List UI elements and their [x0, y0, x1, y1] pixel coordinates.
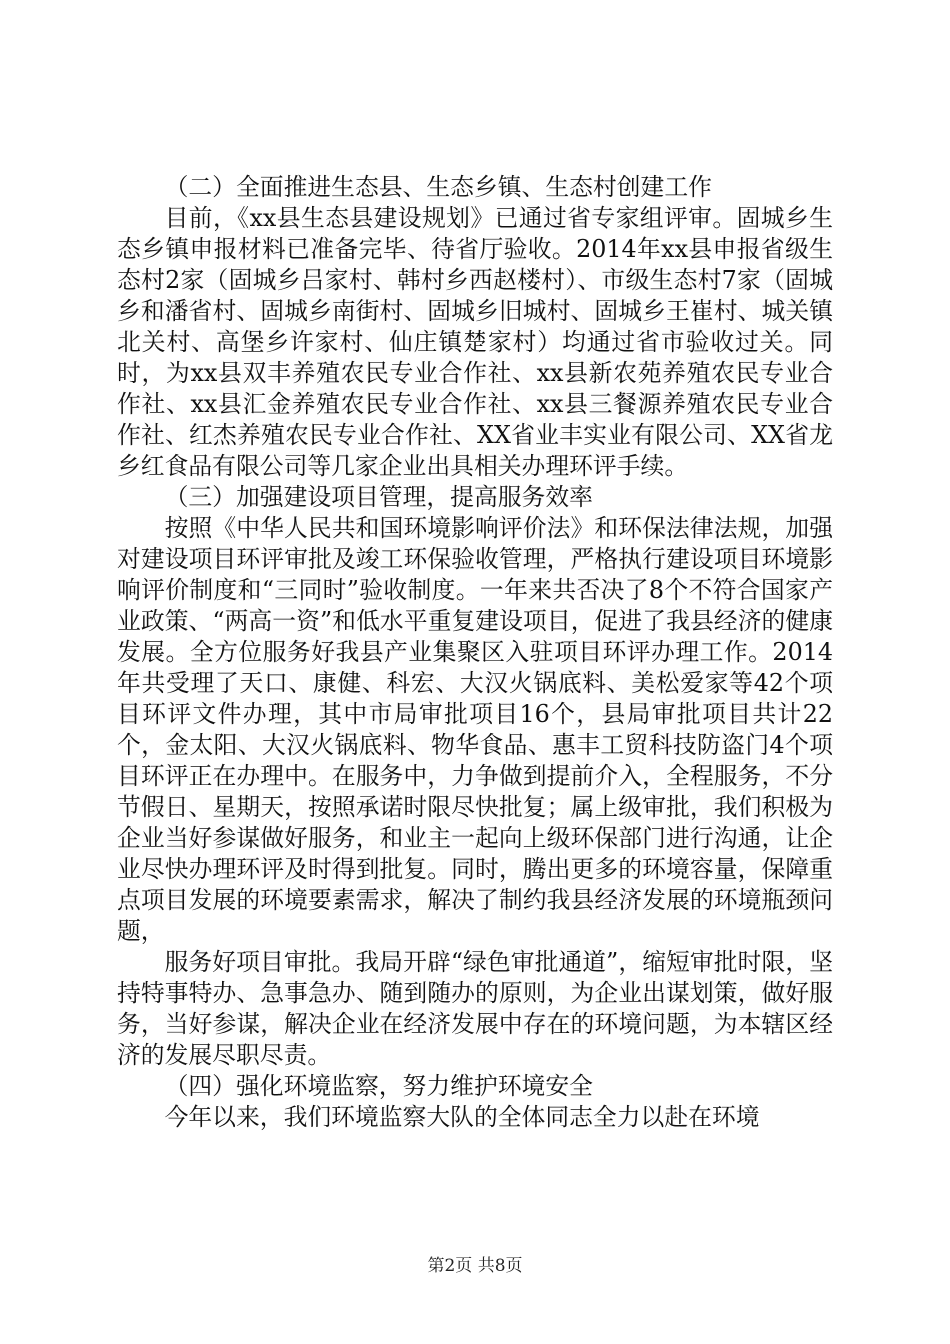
document-body — [117, 172, 833, 1133]
page-number-footer: 第2页 共8页 — [427, 1256, 523, 1276]
paragraph-environment-supervision: 今年以来，我们环境监察大队的全体同志全力以赴在环境 — [164, 1103, 760, 1131]
paragraph-project-management: 按照《中华人民共和国环境影响评价法》和环保法律法规，加强对建设项目环评审批及竣工环保验收管理，严格执行建设项目环境影响评价制度和“三同时”验收制度。一年来共否决了8个不符合国家产业政策、“两高一资”和低水平重复建设项目，促进了我县经济的健康发展。全方位服务好我县产业集聚区入驻项目环评办理工作。2014年共受理了天口、康健、科宏、大汉火锅底料、美松爱家等42个项目环评文件办理，其中市局审批项目16个，县局审批项目共计22个，金太阳、大汉火锅底料、物华食品、惠丰工贸科技防盗门4个项目环评正在办理中。在服务中，力争做到提前介入，全程服务，不分节假日、星期天，按照承诺时限尽快批复；属上级审批，我们积极为企业当好参谋做好服务，和业主一起向上级环保部门进行沟通，让企业尽快办理环评及时得到批复。同时，腾出更多的环境容量，保障重点项目发展的环境要素需求，解决了制约我县经济发展的环境瓶颈问题， — [117, 514, 833, 945]
section-heading-3: （三）加强建设项目管理，提高服务效率 — [164, 483, 593, 511]
section-heading-2: （二）全面推进生态县、生态乡镇、生态村创建工作 — [164, 173, 712, 201]
section-heading-4: （四）强化环境监察，努力维护环境安全 — [164, 1072, 593, 1100]
paragraph-approval-service: 服务好项目审批。我局开辟“绿色审批通道”，缩短审批时限，坚持特事特办、急事急办、随到随办的原则，为企业出谋划策，做好服务，当好参谋，解决企业在经济发展中存在的环境问题，为本辖区经济的发展尽职尽责。 — [117, 948, 833, 1069]
paragraph-eco-villages: 目前，《xx县生态县建设规划》已通过省专家组评审。固城乡生态乡镇申报材料已准备完毕、待省厅验收。2014年xx县申报省级生态村2家（固城乡吕家村、韩村乡西赵楼村）、市级生态村7家（固城乡和潘省村、固城乡南街村、固城乡旧城村、固城乡王崔村、城关镇北关村、高堡乡许家村、仙庄镇楚家村）均通过省市验收过关。同时，为xx县双丰养殖农民专业合作社、xx县新农苑养殖农民专业合作社、xx县汇金养殖农民专业合作社、xx县三餐源养殖农民专业合作社、红杰养殖农民专业合作社、XX省业丰实业有限公司、XX省龙乡红食品有限公司等几家企业出具相关办理环评手续。 — [117, 204, 833, 480]
